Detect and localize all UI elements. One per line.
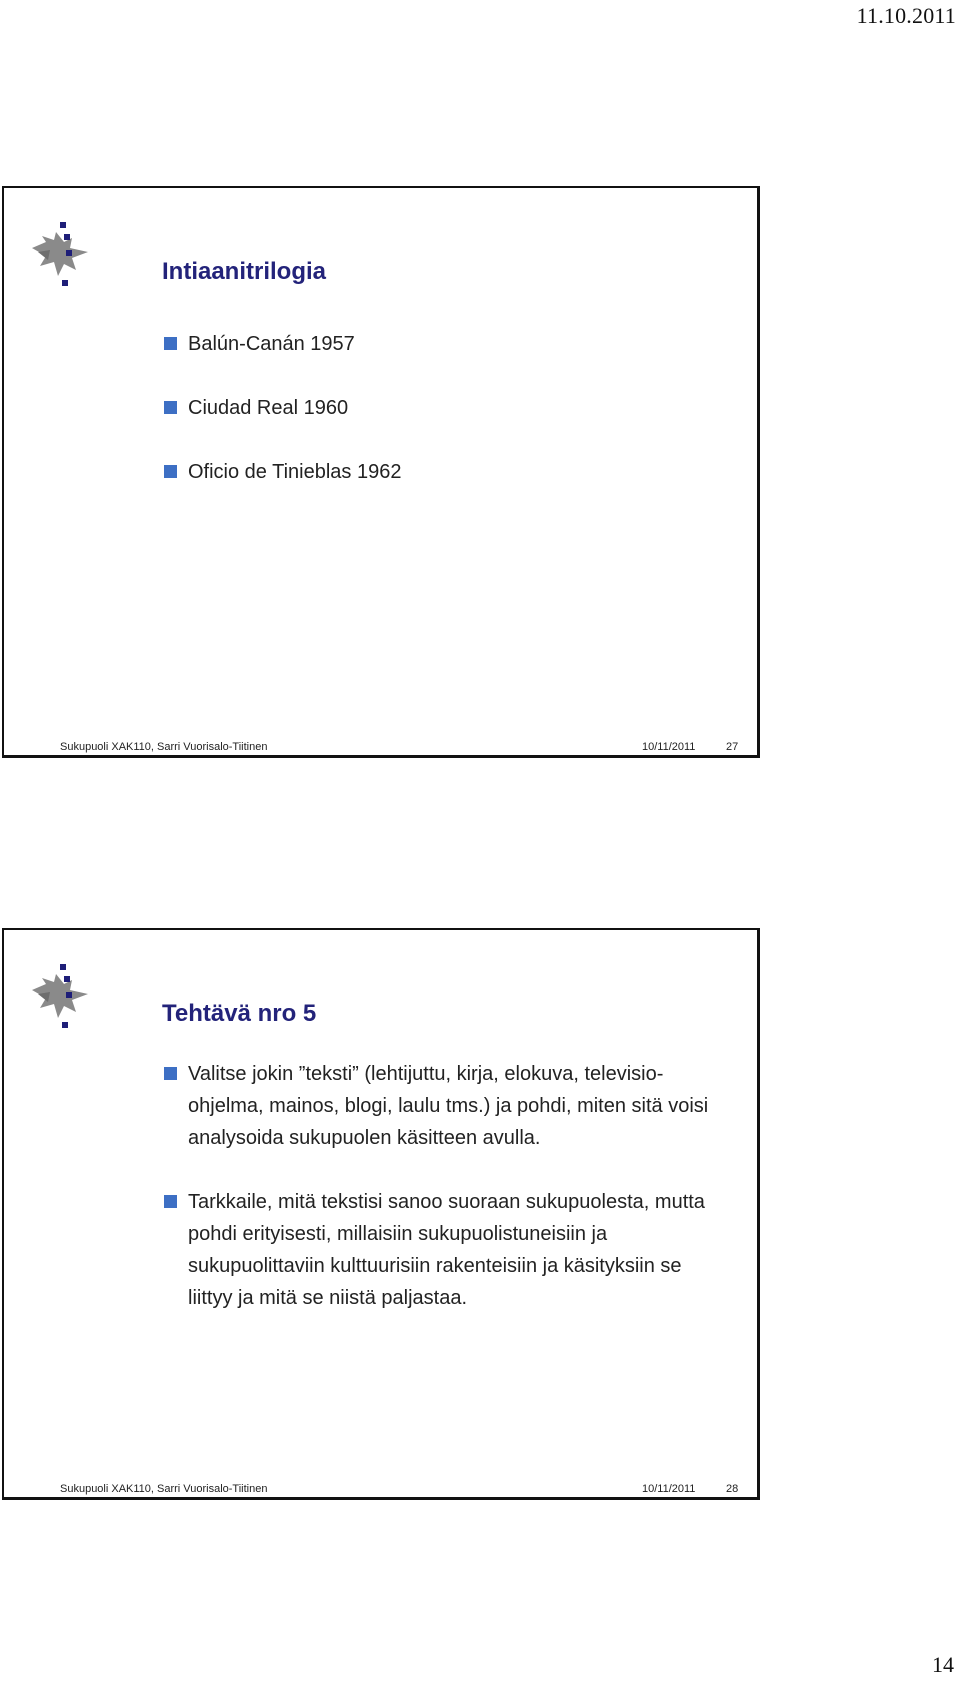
footer-course: Sukupuoli XAK110, Sarri Vuorisalo-Tiitinen bbox=[60, 1483, 268, 1495]
footer-slide-number: 27 bbox=[726, 741, 739, 753]
bullet-square-icon bbox=[164, 337, 177, 350]
slide-27 bbox=[2, 186, 760, 758]
list-item: Oficio de Tinieblas 1962 bbox=[164, 456, 717, 488]
footer-slide-number: 28 bbox=[726, 1483, 739, 1495]
bullet-square-icon bbox=[164, 1195, 177, 1208]
page-date: 11.10.2011 bbox=[856, 3, 956, 28]
footer-course: Sukupuoli XAK110, Sarri Vuorisalo-Tiitinen bbox=[60, 741, 268, 753]
footer-date: 10/11/2011 bbox=[642, 1483, 696, 1495]
slide-title: Tehtävä nro 5 bbox=[162, 1000, 317, 1027]
university-logo-icon bbox=[28, 220, 98, 290]
list-item: Ciudad Real 1960 bbox=[164, 392, 717, 424]
university-logo-icon bbox=[28, 962, 98, 1032]
list-item: Tarkkaile, mitä tekstisi sanoo suoraan sukupuolesta, mutta pohdi erityisesti, millaisiin sukupuolistuneisiin ja sukupuolittaviin kulttuurisiin rakenteisiin ja käsityksiin se liittyy ja mitä se niistä paljastaa. bbox=[164, 1186, 717, 1314]
page-number: 14 bbox=[932, 1652, 954, 1677]
bullet-list bbox=[164, 1058, 717, 1346]
bullet-list bbox=[164, 328, 717, 520]
bullet-square-icon bbox=[164, 465, 177, 478]
list-item: Valitse jokin ”teksti” (lehtijuttu, kirja, elokuva, televisio-ohjelma, mainos, blogi, laulu tms.) ja pohdi, miten sitä voisi analysoida sukupuolen käsitteen avulla. bbox=[164, 1058, 717, 1154]
list-item: Balún-Canán 1957 bbox=[164, 328, 717, 360]
bullet-square-icon bbox=[164, 1067, 177, 1080]
footer-date: 10/11/2011 bbox=[642, 741, 696, 753]
slide-28 bbox=[2, 928, 760, 1500]
slide-title: Intiaanitrilogia bbox=[162, 258, 327, 285]
bullet-square-icon bbox=[164, 401, 177, 414]
